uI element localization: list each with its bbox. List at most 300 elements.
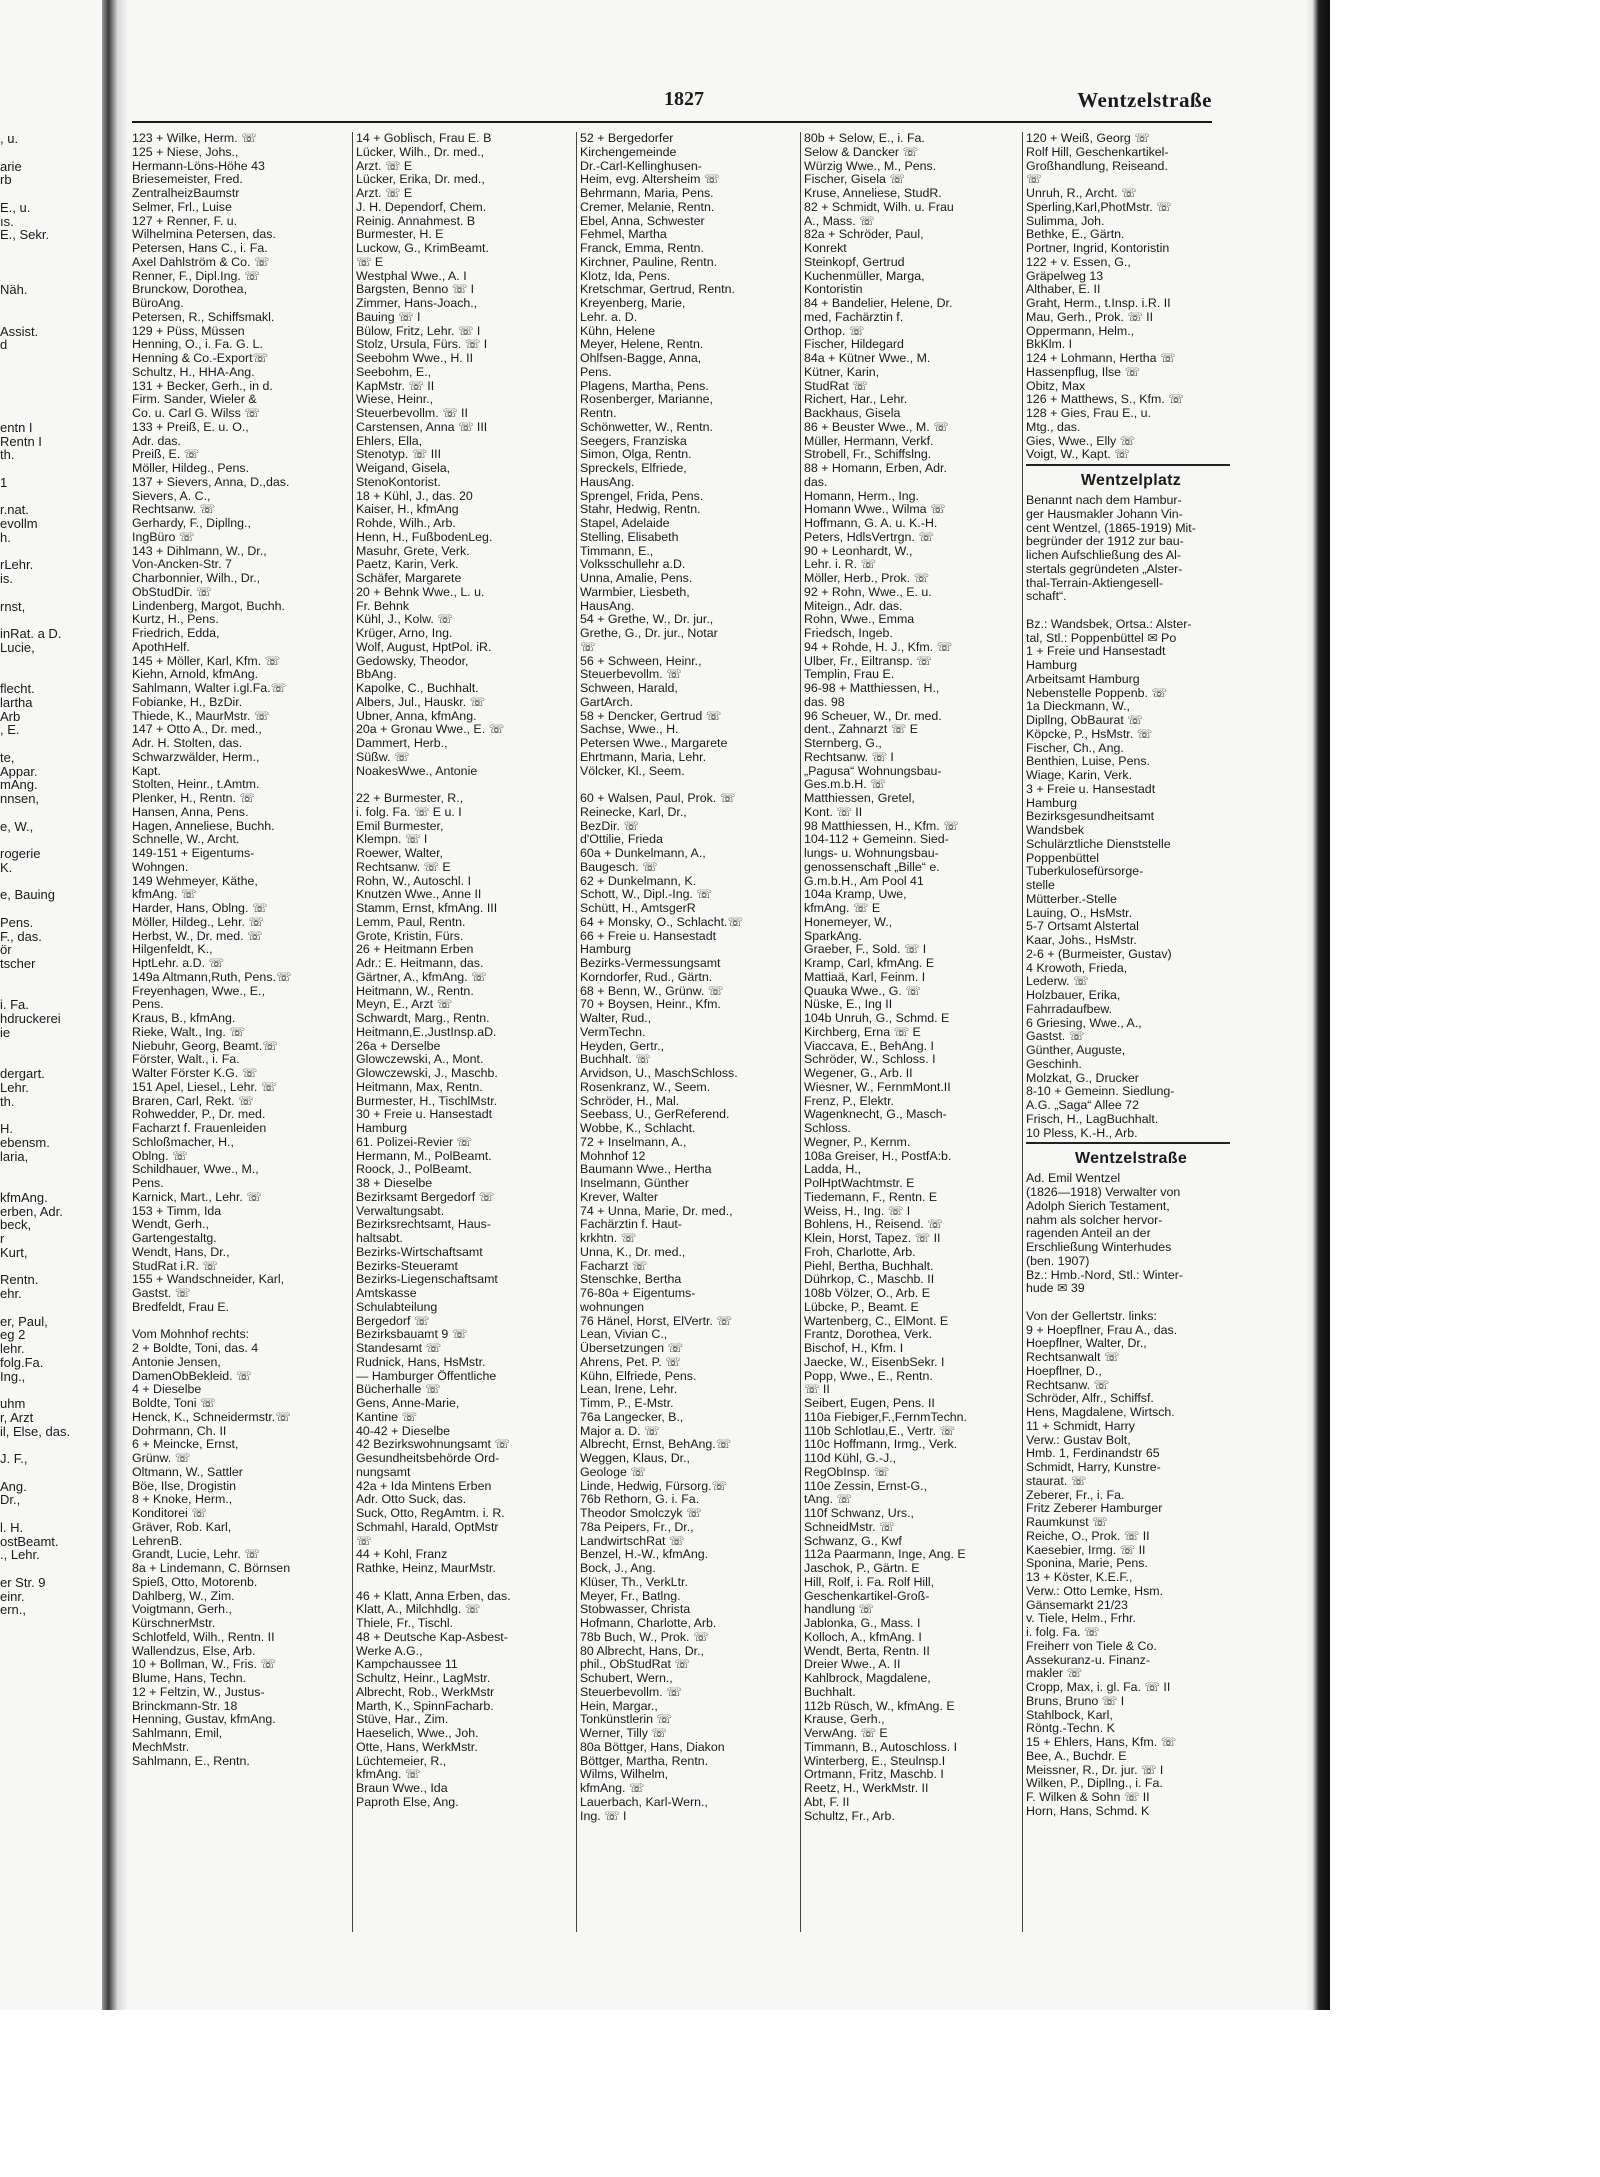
- directory-entry-line: 151 Apel, Liesel., Lehr. ☏: [132, 1080, 277, 1094]
- directory-entry-line: 14 + Goblisch, Frau E. B: [356, 132, 492, 145]
- left-page-text-fragment: rogerie: [0, 846, 41, 861]
- directory-entry-line: Müller, Hermann, Verkf.: [804, 434, 934, 448]
- directory-entry-line: Bz.: Hmb.-Nord, Stl.: Winter-: [1026, 1268, 1183, 1282]
- wentzelplatz-entries: [1026, 494, 1236, 1140]
- directory-entry-line: Adolph Sierich Testament,: [1026, 1199, 1170, 1213]
- directory-entry-line: Quauka Wwe., G. ☏: [804, 984, 921, 998]
- directory-entry-line: Timmann, B., Autoschloss. I: [804, 1740, 958, 1754]
- directory-entry-line: Rudnick, Hans, HsMstr.: [356, 1355, 486, 1369]
- directory-entry-line: Lehr. a. D.: [580, 310, 638, 324]
- directory-entry-line: Kantine ☏: [356, 1410, 417, 1424]
- directory-entry-line: Grethe, G., Dr. jur., Notar: [580, 627, 718, 640]
- directory-entry-line: 94 + Rohde, H. J., Kfm. ☏: [804, 640, 953, 654]
- directory-entry-line: 96-98 + Matthiessen, H.,: [804, 682, 940, 695]
- directory-entry-line: Steinkopf, Gertrud: [804, 255, 905, 269]
- directory-entry-line: Petersen, Hans C., i. Fa.: [132, 242, 268, 255]
- directory-entry-line: Franck, Emma, Rentn.: [580, 242, 704, 255]
- directory-entry-line: Assekuranz-u. Finanz-: [1026, 1653, 1150, 1667]
- directory-entry-line: 108b Völzer, O., Arb. E: [804, 1287, 931, 1300]
- directory-entry-line: Graeber, F., Sold. ☏ I: [804, 943, 927, 957]
- directory-entry-line: Pens.: [132, 1177, 164, 1190]
- directory-entry-line: Sahlmann, E., Rentn.: [132, 1754, 250, 1768]
- directory-entry-line: cent Wentzel, (1865-1919) Mit-: [1026, 521, 1196, 535]
- directory-entry-line: Walter, Rud.,: [580, 1012, 652, 1025]
- directory-entry-line: 68 + Benn, W., Grünw. ☏: [580, 984, 724, 998]
- directory-entry-line: Buchhalt. ☏: [580, 1053, 651, 1067]
- directory-entry-line: Selmer, Frl., Luise: [132, 200, 232, 214]
- left-page-text-fragment: er Str. 9: [0, 1574, 46, 1590]
- directory-entry-line: Seebass, U., GerReferend.: [580, 1108, 730, 1122]
- left-page-text-fragment: e, Bauing: [0, 887, 55, 903]
- directory-entry-line: Freyenhagen, Wwe., E.,: [132, 984, 265, 998]
- directory-entry-line: Fischer, Hildegard: [804, 338, 904, 352]
- directory-entry-line: Würzig Wwe., M., Pens.: [804, 159, 937, 173]
- directory-entry-line: Bruns, Bruno ☏ I: [1026, 1694, 1125, 1708]
- directory-entry-line: 15 + Ehlers, Hans, Kfm. ☏: [1026, 1736, 1177, 1749]
- directory-entry-line: A.G. „Saga“ Allee 72: [1026, 1099, 1139, 1112]
- left-page-text-fragment: K.: [0, 859, 13, 875]
- left-page-text-fragment: ebensm.: [0, 1134, 50, 1150]
- directory-entry-line: F. Wilken & Sohn ☏ II: [1026, 1791, 1150, 1804]
- directory-entry-line: 42a + Ida Mintens Erben: [356, 1479, 492, 1493]
- directory-entry-line: i. folg. Fa. ☏ E u. I: [356, 805, 462, 819]
- left-page-text-fragment: nnsen,: [0, 791, 40, 806]
- directory-entry-line: Hofmann, Charlotte, Arb.: [580, 1617, 717, 1630]
- directory-entry-line: 80b + Selow, E., i. Fa.: [804, 132, 925, 145]
- directory-entry-line: Fobianke, H., BzDir.: [132, 695, 243, 709]
- directory-entry-line: 20 + Behnk Wwe., L. u.: [356, 585, 485, 599]
- directory-entry-line: Bezirksrechtsamt, Haus-: [356, 1218, 491, 1232]
- directory-entry-line: Frantz, Dorothea, Verk.: [804, 1328, 933, 1342]
- left-page-text-fragment: hdruckerei: [0, 1011, 61, 1026]
- directory-entry-line: 1 + Freie und Hansestadt: [1026, 645, 1166, 659]
- directory-entry-line: Völcker, Kl., Seem.: [580, 764, 685, 778]
- directory-entry-line: StudRat i.R. ☏: [132, 1259, 218, 1273]
- left-page-text-fragment: Appar.: [0, 763, 38, 779]
- directory-entry-line: Theodor Smolczyk ☏: [580, 1507, 702, 1520]
- left-page-text-fragment: r.nat.: [0, 502, 29, 518]
- left-page-text-fragment: entn I: [0, 419, 33, 435]
- directory-entry-line: Volksschullehr a.D.: [580, 558, 686, 572]
- directory-entry-line: Zimmer, Hans-Joach.,: [356, 297, 478, 310]
- directory-entry-line: med, Fachärztin f.: [804, 310, 904, 324]
- directory-entry-line: Dahlberg, W., Zim.: [132, 1589, 235, 1603]
- directory-entry-line: Schmahl, Harald, OptMstr: [356, 1520, 499, 1534]
- directory-entry-line: Fischer, Ch., Ang.: [1026, 741, 1124, 755]
- directory-entry-line: VermTechn.: [580, 1025, 646, 1039]
- directory-entry-line: Gärtner, A., kfmAng. ☏: [356, 970, 487, 984]
- directory-entry-line: 74 + Unna, Marie, Dr. med.,: [580, 1204, 733, 1218]
- directory-entry-line: Schloßmacher, H.,: [132, 1135, 234, 1149]
- directory-entry-line: Heim, evg. Altersheim ☏: [580, 173, 720, 187]
- left-page-text-fragment: r, Arzt: [0, 1409, 34, 1425]
- directory-entry-line: Hermann, M., PolBeamt.: [356, 1149, 492, 1163]
- directory-entry-line: Schlotfeld, Wilh., Rentn. II: [132, 1630, 275, 1644]
- section-heading-wentzelplatz: Wentzelplatz: [1080, 472, 1182, 489]
- directory-entry-line: ZentralheizBaumstr: [132, 187, 240, 200]
- directory-entry-line: Timm, P., E-Mstr.: [580, 1397, 674, 1410]
- directory-entry-line: Sahlmann, Emil,: [132, 1727, 223, 1740]
- directory-column-3: [580, 132, 794, 2010]
- directory-entry-line: Graht, Herm., t.Insp. i.R. II: [1026, 297, 1171, 310]
- directory-entry-line: RegObInsp. ☏: [804, 1465, 890, 1479]
- directory-entry-line: Froh, Charlotte, Arb.: [804, 1245, 916, 1259]
- directory-entry-line: Bülow, Fritz, Lehr. ☏ I: [356, 324, 481, 338]
- directory-entry-line: 13 + Köster, K.E.F.,: [1026, 1571, 1133, 1584]
- directory-entry-line: Mau, Gerh., Prok. ☏ II: [1026, 310, 1154, 324]
- directory-entry-line: Meissner, R., Dr. jur. ☏ I: [1026, 1763, 1164, 1777]
- directory-entry-line: 110f Schwanz, Urs.,: [804, 1507, 914, 1520]
- directory-entry-line: Ing. ☏ I: [580, 1809, 627, 1823]
- column-5-entries: [1026, 132, 1236, 462]
- directory-entry-line: Hamburg: [1026, 796, 1077, 810]
- directory-entry-line: Bethke, E., Gärtn.: [1026, 228, 1125, 242]
- directory-entry-line: Pens.: [580, 365, 612, 379]
- left-page-text-fragment: Pens.: [0, 914, 34, 930]
- directory-entry-line: Rechtsanwalt ☏: [1026, 1351, 1120, 1364]
- directory-entry-line: Gräpelweg 13: [1026, 269, 1104, 283]
- directory-entry-line: Miteign., Adr. das.: [804, 599, 903, 613]
- directory-entry-line: Bezirksamt Bergedorf ☏: [356, 1190, 495, 1204]
- directory-entry-line: 137 + Sievers, Anna, D.,das.: [132, 475, 290, 489]
- directory-entry-line: 112a Paarmann, Inge, Ang. E: [804, 1548, 966, 1562]
- directory-entry-line: Kont. ☏ II: [804, 805, 863, 819]
- directory-entry-line: Bezirks-Liegenschaftsamt: [356, 1273, 498, 1287]
- directory-entry-line: Brinckmann-Str. 18: [132, 1699, 238, 1713]
- directory-entry-line: GartArch.: [580, 695, 634, 709]
- directory-entry-line: Marth, K., SpinnFacharb.: [356, 1699, 494, 1713]
- directory-entry-line: Korndorfer, Rud., Gärtn.: [580, 970, 713, 984]
- directory-entry-line: Mtg., das.: [1026, 420, 1081, 434]
- directory-entry-line: Horn, Hans, Schmd. K: [1026, 1804, 1150, 1818]
- directory-entry-line: Stahr, Hedwig, Rentn.: [580, 503, 701, 517]
- directory-entry-line: Lauerbach, Karl-Wern.,: [580, 1795, 708, 1809]
- directory-entry-line: Bohlens, H., Reisend. ☏: [804, 1218, 943, 1232]
- directory-entry-line: Portner, Ingrid, Kontoristin: [1026, 242, 1170, 255]
- directory-entry-line: Friedrich, Edda,: [132, 627, 220, 640]
- left-page-text-fragment: H.: [0, 1121, 13, 1136]
- directory-entry-line: Stenschke, Bertha: [580, 1273, 682, 1287]
- directory-entry-line: Kaar, Johs., HsMstr.: [1026, 934, 1137, 947]
- directory-entry-line: Facharzt ☏: [580, 1259, 648, 1273]
- directory-entry-line: nahm als solcher hervor-: [1026, 1213, 1163, 1227]
- directory-entry-line: 58 + Dencker, Gertrud ☏: [580, 709, 722, 723]
- directory-entry-line: Unruh, R., Archt. ☏: [1026, 187, 1137, 200]
- directory-entry-line: Glowczewski, A., Mont.: [356, 1053, 484, 1067]
- directory-entry-line: Schwanz, G., Kwf: [804, 1534, 902, 1548]
- directory-entry-line: Gies, Wwe., Elly ☏: [1026, 434, 1136, 448]
- directory-entry-line: lungs- u. Wohnungsbau-: [804, 847, 939, 860]
- directory-entry-line: Lean, Vivian C.,: [580, 1328, 668, 1342]
- directory-entry-line: Sulimma, Joh.: [1026, 214, 1105, 228]
- left-page-text-fragment: arie: [0, 158, 22, 174]
- directory-entry-line: kfmAng. ☏: [580, 1782, 645, 1795]
- directory-entry-line: Knutzen Wwe., Anne II: [356, 888, 482, 902]
- directory-entry-line: Schultz, Heinr., LagMstr.: [356, 1672, 491, 1685]
- directory-entry-line: Strobell, Fr., Schiffslng.: [804, 448, 932, 462]
- directory-entry-line: Verw.: Otto Lemke, Hsm.: [1026, 1584, 1164, 1598]
- directory-entry-line: Sachse, Wwe., H.: [580, 723, 679, 737]
- directory-entry-line: Voigtmann, Gerh.,: [132, 1603, 232, 1617]
- directory-entry-line: 26 + Heitmann Erben: [356, 943, 474, 957]
- directory-entry-line: 149 Wehmeyer, Käthe,: [132, 874, 258, 888]
- directory-entry-line: Dohrmann, Ch. II: [132, 1424, 227, 1438]
- directory-entry-line: Simon, Olga, Rentn.: [580, 448, 692, 462]
- directory-entry-line: Inselmann, Günther: [580, 1177, 689, 1190]
- left-page-text-fragment: inRat. a D.: [0, 626, 62, 641]
- directory-entry-line: Kaesebier, Irmg. ☏ II: [1026, 1543, 1146, 1557]
- directory-entry-line: Süßw. ☏: [356, 750, 410, 764]
- directory-entry-line: nungsamt: [356, 1465, 411, 1479]
- directory-entry-line: 104a Kramp, Uwe,: [804, 888, 907, 902]
- directory-entry-line: (1826—1918) Verwalter von: [1026, 1186, 1181, 1199]
- directory-entry-line: Petersen, R., Schiffsmakl.: [132, 310, 275, 324]
- directory-entry-line: Harder, Hans, Oblng. ☏: [132, 902, 268, 915]
- directory-entry-line: Jaschok, P., Gärtn. E: [804, 1562, 920, 1575]
- directory-entry-line: Rathke, Heinz, MaurMstr.: [356, 1562, 496, 1575]
- directory-entry-line: Braun Wwe., Ida: [356, 1782, 448, 1795]
- header-rule: [132, 121, 1212, 123]
- left-page-text-fragment: Assist.: [0, 323, 39, 339]
- directory-entry-line: StudRat ☏: [804, 379, 868, 393]
- directory-entry-line: Paproth Else, Ang.: [356, 1795, 459, 1809]
- directory-entry-line: 110a Fiebiger,F.,FernmTechn.: [804, 1410, 967, 1424]
- directory-entry-line: 46 + Klatt, Anna Erben, das.: [356, 1589, 511, 1603]
- directory-entry-line: tAng. ☏: [804, 1493, 852, 1507]
- directory-entry-line: Möller, Hildeg., Pens.: [132, 462, 250, 475]
- left-page-text-fragment: dergart.: [0, 1066, 45, 1081]
- directory-entry-line: Mütterber.-Stelle: [1026, 892, 1117, 906]
- directory-entry-line: Heitmann, Max, Rentn.: [356, 1080, 483, 1094]
- directory-entry-line: 11 + Schmidt, Harry: [1026, 1419, 1135, 1433]
- directory-entry-line: Krause, Gerh.,: [804, 1713, 885, 1727]
- directory-entry-line: Benzel, H.-W., kfmAng.: [580, 1548, 709, 1562]
- directory-entry-line: 126 + Matthews, S., Kfm. ☏: [1026, 393, 1184, 407]
- directory-entry-line: Hilgenfeldt, K.,: [132, 943, 213, 957]
- directory-entry-line: Tuberkulosefürsorge-: [1026, 865, 1144, 879]
- directory-entry-line: G.m.b.H., Am Pool 41: [804, 874, 924, 888]
- directory-entry-line: Wandsbek: [1026, 824, 1085, 837]
- directory-entry-line: Heitmann,E.,JustInsp.aD.: [356, 1025, 497, 1039]
- directory-entry-line: Amtskasse: [356, 1287, 417, 1300]
- directory-entry-line: Wohngen.: [132, 860, 189, 874]
- directory-entry-line: 122 + v. Essen, G.,: [1026, 255, 1131, 269]
- left-page-text-fragment: e, W.,: [0, 818, 34, 834]
- page-number: 1827: [664, 88, 704, 110]
- directory-entry-line: Stamm, Ernst, kfmAng. III: [356, 902, 498, 915]
- directory-entry-line: Steuerbevollm. ☏ II: [356, 407, 468, 420]
- directory-entry-line: LandwirtschRat ☏: [580, 1534, 685, 1548]
- directory-entry-line: Lauing, O., HsMstr.: [1026, 906, 1133, 920]
- directory-entry-line: Bock, J., Ang.: [580, 1562, 656, 1575]
- directory-entry-line: 76-80a + Eigentums-: [580, 1287, 696, 1300]
- left-page-text-fragment: lartha: [0, 694, 33, 710]
- directory-entry-line: ger Hausmakler Johann Vin-: [1026, 507, 1183, 521]
- directory-entry-line: Möller, Hildeg., Lehr. ☏: [132, 915, 264, 929]
- directory-entry-line: 9 + Hoepflner, Frau A., das.: [1026, 1323, 1178, 1337]
- directory-entry-line: Kraus, B., kfmAng.: [132, 1012, 236, 1025]
- left-page-text-fragment: Rentn.: [0, 1272, 39, 1288]
- left-page-fragment: [0, 0, 102, 2010]
- directory-entry-line: 52 + Bergedorfer: [580, 132, 674, 145]
- directory-entry-line: Lübcke, P., Beamt. E: [804, 1300, 919, 1314]
- directory-entry-line: Dührkop, C., Maschb. II: [804, 1273, 935, 1287]
- left-page-text-fragment: Ang.: [0, 1478, 27, 1494]
- directory-entry-line: Ehlers, Ella,: [356, 434, 423, 448]
- directory-entry-line: 84 + Bandelier, Helene, Dr.: [804, 297, 953, 310]
- directory-entry-line: Briesemeister, Fred.: [132, 173, 243, 187]
- directory-entry-line: Gerhardy, F., Dipllng.,: [132, 517, 251, 530]
- directory-entry-line: Krüger, Arno, Ing.: [356, 627, 453, 640]
- directory-entry-line: Rohwedder, P., Dr. med.: [132, 1108, 266, 1122]
- directory-entry-line: (ben. 1907): [1026, 1254, 1090, 1268]
- directory-entry-line: Wilhelmina Petersen, das.: [132, 228, 276, 242]
- directory-entry-line: 8-10 + Gemeinn. Siedlung-: [1026, 1085, 1175, 1099]
- left-page-text-fragment: mAng.: [0, 777, 38, 793]
- directory-entry-line: Obitz, Max: [1026, 379, 1086, 393]
- directory-entry-line: Hoffmann, G. A. u. K.-H.: [804, 517, 938, 530]
- directory-entry-line: Gedowsky, Theodor,: [356, 654, 469, 668]
- directory-entry-line: Cremer, Melanie, Rentn.: [580, 200, 715, 214]
- directory-entry-line: 149a Altmann,Ruth, Pens.☏: [132, 970, 292, 984]
- directory-entry-line: Burmester, H. E: [356, 228, 444, 242]
- left-page-text-fragment: ostBeamt.: [0, 1533, 59, 1549]
- directory-entry-line: Schulabteilung: [356, 1300, 438, 1314]
- directory-entry-line: 60 + Walsen, Paul, Prok. ☏: [580, 792, 736, 805]
- directory-entry-line: Seegers, Franziska: [580, 434, 687, 448]
- directory-entry-line: Kapt.: [132, 764, 161, 778]
- directory-entry-line: Bezirks-Wirtschaftsamt: [356, 1245, 483, 1259]
- directory-entry-line: Kuchenmüller, Marga,: [804, 269, 925, 283]
- directory-entry-line: Kahlbrock, Magdalene,: [804, 1672, 931, 1685]
- left-page-text-fragment: , E.: [0, 722, 20, 738]
- directory-entry-line: hude ✉ 39: [1026, 1282, 1085, 1296]
- directory-entry-line: Wartenberg, C., ElMont. E: [804, 1314, 949, 1328]
- directory-entry-line: SparkAng.: [804, 929, 862, 943]
- directory-entry-line: Suck, Otto, RegAmtm. i. R.: [356, 1507, 505, 1520]
- directory-entry-line: Stenotyp. ☏ III: [356, 448, 442, 462]
- directory-entry-line: Niebuhr, Georg, Beamt.☏: [132, 1039, 278, 1053]
- directory-entry-line: Lehr. i. R. ☏: [804, 558, 876, 572]
- directory-entry-line: VerwAng. ☏ E: [804, 1727, 888, 1740]
- directory-entry-line: 76 Hänel, Horst, ElVertr. ☏: [580, 1314, 732, 1328]
- directory-entry-line: Bischof, H., Kfm. I: [804, 1342, 904, 1355]
- directory-entry-line: Freiherr von Tiele & Co.: [1026, 1639, 1157, 1653]
- directory-entry-line: Von der Gellertstr. links:: [1026, 1309, 1157, 1323]
- directory-entry-line: Böe, Ilse, Drogistin: [132, 1479, 236, 1493]
- directory-entry-line: Großhandlung, Reiseand.: [1026, 159, 1168, 173]
- directory-entry-line: Oltmann, W., Sattler: [132, 1465, 243, 1479]
- directory-entry-line: Burmester, H., TischlMstr.: [356, 1094, 498, 1108]
- directory-entry-line: BkKlm. I: [1026, 338, 1073, 352]
- directory-entry-line: Plagens, Martha, Pens.: [580, 379, 709, 393]
- directory-entry-line: Kaiser, H., kfmAng: [356, 503, 459, 517]
- directory-entry-line: HptLehr. a.D. ☏: [132, 957, 224, 970]
- directory-entry-line: Rosenkranz, W., Seem.: [580, 1080, 711, 1094]
- directory-entry-line: 129 + Püss, Müssen: [132, 324, 245, 338]
- left-page-text-fragment: is.: [0, 571, 13, 586]
- directory-entry-line: Ebel, Anna, Schwester: [580, 214, 705, 228]
- directory-entry-line: 84a + Kütner Wwe., M.: [804, 352, 931, 365]
- left-page-text-fragment: kfmAng.: [0, 1189, 48, 1205]
- directory-entry-line: Adr.: E. Heitmann, das.: [356, 957, 484, 970]
- left-page-text-fragment: einr.: [0, 1588, 25, 1604]
- directory-entry-line: Voigt, W., Kapt. ☏: [1026, 448, 1130, 462]
- directory-entry-line: Stolten, Heinr., t.Amtm.: [132, 778, 260, 792]
- left-page-text-fragment: Arb: [0, 708, 21, 724]
- directory-entry-line: Klotz, Ida, Pens.: [580, 269, 671, 283]
- directory-entry-line: [356, 1576, 570, 1590]
- left-page-text-fragment: h.: [0, 529, 11, 545]
- directory-entry-line: Winterberg, E., Steulnsp.I: [804, 1754, 946, 1768]
- directory-entry-line: Schulärztliche Dienststelle: [1026, 837, 1171, 851]
- directory-entry-line: Schütt, H., AmtsgerR: [580, 902, 696, 915]
- directory-entry-line: begründer der 1912 zur bau-: [1026, 535, 1184, 549]
- directory-entry-line: Gesundheitsbehörde Ord-: [356, 1452, 500, 1465]
- directory-entry-line: handlung ☏: [804, 1603, 874, 1617]
- directory-entry-line: wohnungen: [580, 1300, 645, 1314]
- directory-entry-line: BüroAng.: [132, 297, 184, 310]
- directory-entry-line: IngBüro ☏: [132, 530, 195, 544]
- directory-entry-line: Bargsten, Benno ☏ I: [356, 283, 475, 297]
- left-page-text-fragment: E., Sekr.: [0, 227, 50, 243]
- directory-entry-line: Ortmann, Fritz, Maschb. I: [804, 1768, 944, 1782]
- directory-entry-line: Schwardt, Marg., Rentn.: [356, 1012, 490, 1025]
- directory-entry-line: Unna, K., Dr. med.,: [580, 1245, 686, 1259]
- left-page-text-fragment: te,: [0, 749, 15, 765]
- directory-entry-line: Behrmann, Maria, Pens.: [580, 187, 714, 200]
- directory-entry-line: Günther, Auguste,: [1026, 1044, 1126, 1057]
- directory-entry-line: 2 + Boldte, Toni, das. 4: [132, 1342, 259, 1355]
- directory-entry-line: genossenschaft „Bille“ e.: [804, 860, 940, 874]
- directory-entry-line: Grünw. ☏: [132, 1452, 191, 1465]
- directory-entry-line: Klein, Horst, Tapez. ☏ II: [804, 1232, 941, 1245]
- directory-entry-line: Linde, Hedwig, Fürsorg.☏: [580, 1479, 728, 1493]
- directory-entry-line: Jaecke, W., EisenbSekr. I: [804, 1355, 945, 1369]
- directory-entry-line: Weiss, H., Ing. ☏ I: [804, 1204, 911, 1218]
- directory-entry-line: Baugesch. ☏: [580, 860, 658, 874]
- directory-entry-line: Stüve, Har., Zim.: [356, 1713, 449, 1727]
- directory-entry-line: Herbst, W., Dr. med. ☏: [132, 929, 263, 943]
- directory-entry-line: 48 + Deutsche Kap-Asbest-: [356, 1630, 508, 1644]
- directory-entry-line: ☏: [580, 640, 596, 654]
- directory-entry-line: Bücherhalle ☏: [356, 1383, 441, 1397]
- directory-entry-line: Sahlmann, Walter i.gl.Fa.☏: [132, 682, 287, 695]
- directory-entry-line: Peters, HdlsVertrgn. ☏: [804, 530, 934, 544]
- left-page-text-fragment: F., das.: [0, 928, 42, 944]
- directory-entry-line: tal, Stl.: Poppenbüttel ✉ Po: [1026, 631, 1177, 645]
- left-page-text-fragment: rLehr.: [0, 557, 34, 573]
- directory-entry-line: 76b Rethorn, G. i. Fa.: [580, 1493, 700, 1507]
- directory-entry-line: dent., Zahnarzt ☏ E: [804, 723, 918, 737]
- directory-entry-line: Schultz, H., HHA-Ang.: [132, 365, 255, 379]
- directory-entry-line: Luckow, G., KrimBeamt.: [356, 242, 489, 255]
- directory-entry-line: Schubert, Wern.,: [580, 1672, 673, 1685]
- directory-entry-line: J. H. Dependorf, Chem.: [356, 200, 487, 214]
- directory-entry-line: Werke A.G.,: [356, 1644, 423, 1658]
- directory-entry-line: [1026, 1296, 1236, 1310]
- directory-entry-line: Wolf, August, HptPol. iR.: [356, 640, 492, 654]
- directory-entry-line: 40-42 + Dieselbe: [356, 1424, 451, 1438]
- directory-entry-line: Schröder, H., Mal.: [580, 1094, 680, 1108]
- left-page-text-fragment: uhm: [0, 1396, 26, 1411]
- directory-entry-line: Schröder, Alfr., Schiffsf.: [1026, 1392, 1154, 1406]
- directory-entry-line: Templin, Frau E.: [804, 668, 895, 682]
- directory-entry-line: 82a + Schröder, Paul,: [804, 228, 924, 242]
- directory-entry-line: 64 + Monsky, O., Schlacht.☏: [580, 915, 743, 929]
- left-page-text-fragment: , u.: [0, 131, 19, 146]
- directory-entry-line: Schröder, W., Schloss. I: [804, 1053, 936, 1067]
